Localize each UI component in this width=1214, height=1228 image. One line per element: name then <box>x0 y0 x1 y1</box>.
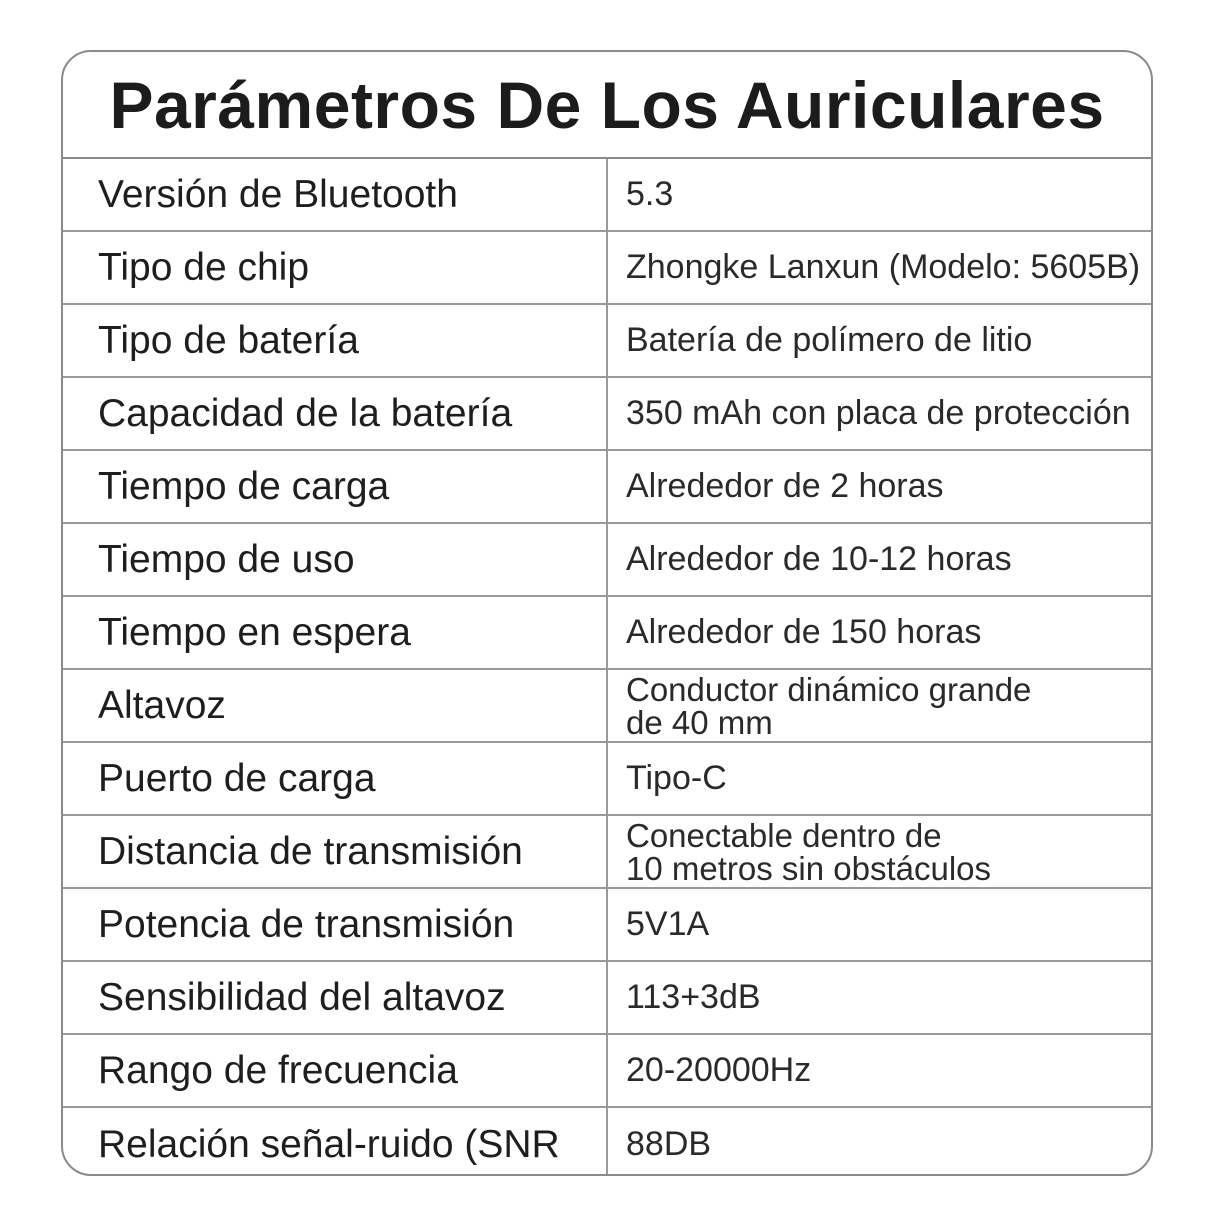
table-row <box>63 597 1151 670</box>
page-title: Parámetros De Los Auriculares <box>63 52 1151 159</box>
spec-label: Tiempo de carga <box>63 451 608 522</box>
spec-value: Tipo-C <box>626 759 727 797</box>
spec-value: Alrededor de 10-12 horas <box>626 540 1012 578</box>
table-row <box>63 305 1151 378</box>
table-row <box>63 524 1151 597</box>
spec-label: Potencia de transmisión <box>63 889 608 960</box>
spec-label: Rango de frecuencia <box>63 1035 608 1106</box>
table-row <box>63 1035 1151 1108</box>
spec-label: Capacidad de la batería <box>63 378 608 449</box>
table-row <box>63 378 1151 451</box>
spec-value: 5V1A <box>626 905 710 943</box>
table-row <box>63 1108 1151 1176</box>
spec-value <box>608 670 1151 741</box>
spec-label: Tiempo en espera <box>63 597 608 668</box>
spec-value-line: de 40 mm <box>626 703 773 741</box>
spec-value: 20-20000Hz <box>626 1051 812 1089</box>
spec-table-card <box>61 50 1153 1176</box>
spec-value: Alrededor de 2 horas <box>626 467 944 505</box>
spec-label: Tipo de chip <box>63 232 608 303</box>
spec-value-line: Conductor dinámico grande <box>626 670 1032 708</box>
spec-value: 88DB <box>626 1125 712 1163</box>
spec-table <box>63 159 1151 1176</box>
spec-label: Puerto de carga <box>63 743 608 814</box>
table-row <box>63 670 1151 743</box>
table-row <box>63 889 1151 962</box>
spec-value: Batería de polímero de litio <box>626 321 1033 359</box>
spec-value: 113+3dB <box>626 978 761 1016</box>
spec-value-line: 10 metros sin obstáculos <box>626 849 992 887</box>
table-row <box>63 232 1151 305</box>
table-row <box>63 962 1151 1035</box>
spec-value <box>608 816 1151 887</box>
spec-label: Relación señal-ruido (SNR <box>63 1108 608 1176</box>
spec-value-line: Conectable dentro de <box>626 816 942 854</box>
spec-label: Altavoz <box>63 670 608 741</box>
table-row <box>63 159 1151 232</box>
spec-value: 5.3 <box>626 175 674 213</box>
spec-value: Alrededor de 150 horas <box>626 613 982 651</box>
spec-label: Tiempo de uso <box>63 524 608 595</box>
table-row <box>63 743 1151 816</box>
table-row <box>63 451 1151 524</box>
spec-label: Sensibilidad del altavoz <box>63 962 608 1033</box>
table-row <box>63 816 1151 889</box>
spec-value: 350 mAh con placa de protección <box>626 394 1131 432</box>
spec-value: Zhongke Lanxun (Modelo: 5605B) <box>626 248 1141 286</box>
spec-label: Versión de Bluetooth <box>63 159 608 230</box>
spec-label: Tipo de batería <box>63 305 608 376</box>
spec-label: Distancia de transmisión <box>63 816 608 887</box>
